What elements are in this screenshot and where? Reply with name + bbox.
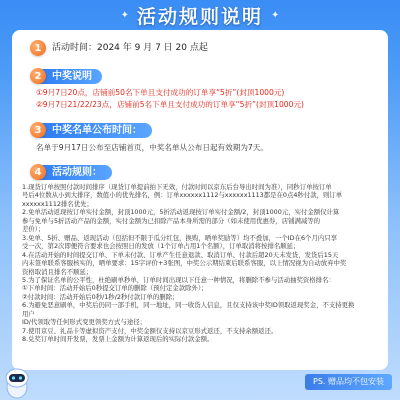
robot-mascot-icon xyxy=(2,366,32,400)
activity-time: 活动时间：2024 年 9 月 7 日 20 点起 xyxy=(52,43,208,53)
rule-line: 内未签单联系客服核实的，晒单要求：15字评价+3张图，中奖公示期结束后联系客服，以上情况视为自动放弃中奖 xyxy=(22,259,347,268)
section-number-1: 1 xyxy=(30,40,46,56)
prize-line-1: ①9月7日20点，店铺前50名下单且支付成功的订单享“5折”(封顶1000元) xyxy=(36,88,285,97)
section-title-announce: 中奖名单公布时间： xyxy=(38,123,152,138)
section-number-3: 3 xyxy=(30,122,46,138)
section-number-4: 4 xyxy=(30,164,46,180)
ps-note: PS. 赠品均不包安装 xyxy=(305,374,392,390)
section-time-header xyxy=(30,40,208,56)
rule-line: 6.为避免恶意刷单，中奖后仍同一部手机，同一地址，同一收货人信息，且仅支持该中奖ID领取返现奖金，不支持更换用户 xyxy=(22,301,355,318)
section-title-prize: 中奖说明 xyxy=(38,69,102,84)
rule-line: 7.使用京豆、礼品卡等虚拟资产支付，中奖金额仅支持以京豆形式返还，不支持余额返还。 xyxy=(22,326,278,335)
rule-line: 8.兑奖订单时间开发票，发票上金额为计算返现后的实际付款金额。 xyxy=(22,335,214,344)
rule-line: 差价）； xyxy=(22,225,45,234)
section-title-rules: 活动规则： xyxy=(38,165,112,180)
rule-line: ①下单时间：活动开始后0秒提交订单的删除（预付定金款除外）； xyxy=(22,284,208,293)
header xyxy=(0,0,400,30)
announce-line: 名单于9月17日公布至店铺首页，中奖名单从公布日起有效期为7天。 xyxy=(36,143,268,152)
rule-line: 号后4位数从小到大排序，数值小的优先排名，例：订单xxxxxx1112与xxxxxx1113都是在0点4秒付款，则订单 xyxy=(22,191,343,200)
section-number-2: 2 xyxy=(30,68,46,84)
sparkle-icon: ✦ xyxy=(120,9,129,21)
rule-line: ID/代领取等任何形式变更领奖方式与途径； xyxy=(22,318,146,327)
rule-line: 4.在活动开始的时间提交订单、下单未付款、订单产生任意退款、取消订单、付款后超20天未发货，发货后15天 xyxy=(22,250,339,259)
rules-list xyxy=(22,183,358,344)
rule-line: xxxxxx1112排名优先； xyxy=(22,199,93,208)
section-announce-header xyxy=(30,122,152,138)
rule-line: 2.免单活动返现按订单实付金额，封顶1000元，5折活动返现按订单实付金额/2，封顶1000元，实付金额仅计算 xyxy=(22,208,340,217)
rule-line: 受一次，第2次即便符合要求也会按照日的发放（1个订单占用1个名额），订单取消将按排名顺延； xyxy=(22,242,300,251)
section-prize-header xyxy=(30,68,102,84)
rule-line: 5.为了保证名单的公平性，杜绝刷单秒单，订单时间出现以下任意一种情况，将删除不参与活动抽奖资格排名： xyxy=(22,275,335,284)
section-rules-header xyxy=(30,164,112,180)
rule-line: 参与免单与5折活动产品的金额，实付金额为已扣除产品本身所需的部分（如未使用优惠券，店铺满减等的 xyxy=(22,216,321,225)
prize-line-2: ②9月7日21/22/23点，店铺前5名下单且支付成功的订单享“5折”(封顶1000元) xyxy=(36,100,305,109)
sparkle-icon: ✦ xyxy=(271,9,280,21)
rule-line: ②付款时间：活动开始后0秒/1秒/2秒付款订单的删除； xyxy=(22,292,179,301)
page-title: 活动规则说明 xyxy=(136,5,263,28)
rule-line: 3.免单、5折、赠品、返现活动（包括但不限于瓜分红包，换购，晒单奖励等）均不叠加，一个ID在6个月内只享 xyxy=(22,233,338,242)
rule-line: 1.现货订单按照付款时间排序（现货订单提前拍下无效，付款时间以京东后台导出时间为准），同秒订单按订单 xyxy=(22,183,332,191)
rule-line: 资格取消且排名不顺延； xyxy=(22,267,93,276)
